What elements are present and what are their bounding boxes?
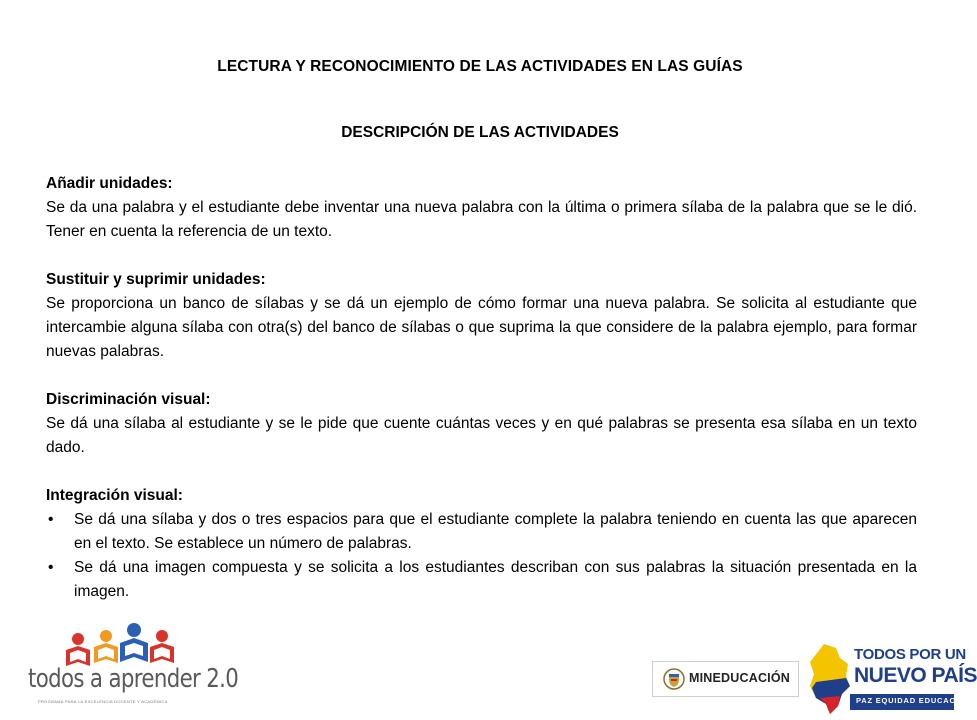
- activity-heading: Añadir unidades:: [46, 175, 173, 192]
- nuevo-pais-line2: NUEVO PAÍS: [854, 664, 977, 687]
- coat-of-arms-icon: [663, 668, 685, 690]
- todos-a-aprender-tagline: PROGRAMA PARA LA EXCELENCIA DOCENTE Y ACADÉMICA: [38, 699, 168, 704]
- mineducacion-logo: [652, 661, 799, 697]
- activity-anadir-unidades: [46, 172, 917, 244]
- list-item-text: Se dá una imagen compuesta y se solicita a los estudiantes describan con sus palabras la situación presentada en la imagen.: [74, 559, 917, 600]
- bullet-icon: •: [48, 511, 54, 528]
- mineducacion-wordmark: MINEDUCACIÓN: [689, 671, 791, 685]
- activity-description: Se da una palabra y el estudiante debe inventar una nueva palabra con la última o primera sílaba de la palabra que se le dió. Tener en cuenta la referencia de un texto.: [46, 199, 917, 240]
- page-title: LECTURA Y RECONOCIMIENTO DE LAS ACTIVIDADES EN LAS GUÍAS: [217, 58, 743, 75]
- list-item: [46, 556, 917, 604]
- activity-sustituir-suprimir: [46, 268, 917, 364]
- activity-heading: Sustituir y suprimir unidades:: [46, 271, 266, 288]
- nuevo-pais-line1: TODOS POR UN: [854, 646, 966, 663]
- bullet-icon: •: [48, 559, 54, 576]
- todos-a-aprender-wordmark: todos a aprender 2.0: [28, 664, 239, 694]
- activity-integracion-visual: [46, 484, 917, 604]
- activity-heading: Integración visual:: [46, 487, 183, 504]
- nuevo-pais-slogan: PAZ EQUIDAD EDUCACIÓN: [856, 696, 972, 705]
- list-item: [46, 508, 917, 556]
- activity-description: Se proporciona un banco de sílabas y se dá un ejemplo de cómo formar una nueva palabra. Se solicita al estudiante que intercambie alguna sílaba con otra(s) del banco de sílabas o que suprima la que considere de la palabra ejemplo, para formar nuevas palabras.: [46, 295, 917, 360]
- activity-heading: Discriminación visual:: [46, 391, 211, 408]
- todos-a-aprender-logo: [28, 622, 239, 712]
- list-item-text: Se dá una sílaba y dos o tres espacios para que el estudiante complete la palabra teniendo en cuenta las que aparecen en el texto. Se establece un número de palabras.: [74, 511, 917, 552]
- bullet-list: [46, 508, 917, 604]
- colombia-map-icon: [806, 642, 852, 716]
- activities-content: [46, 172, 917, 628]
- section-title: DESCRIPCIÓN DE LAS ACTIVIDADES: [341, 124, 619, 141]
- nuevo-pais-logo: [806, 642, 977, 716]
- activity-description: Se dá una sílaba al estudiante y se le pide que cuente cuántas veces y en qué palabras se presenta esa sílaba en un texto dado.: [46, 415, 917, 456]
- activity-discriminacion-visual: [46, 388, 917, 460]
- books-figures-icon: [64, 622, 194, 670]
